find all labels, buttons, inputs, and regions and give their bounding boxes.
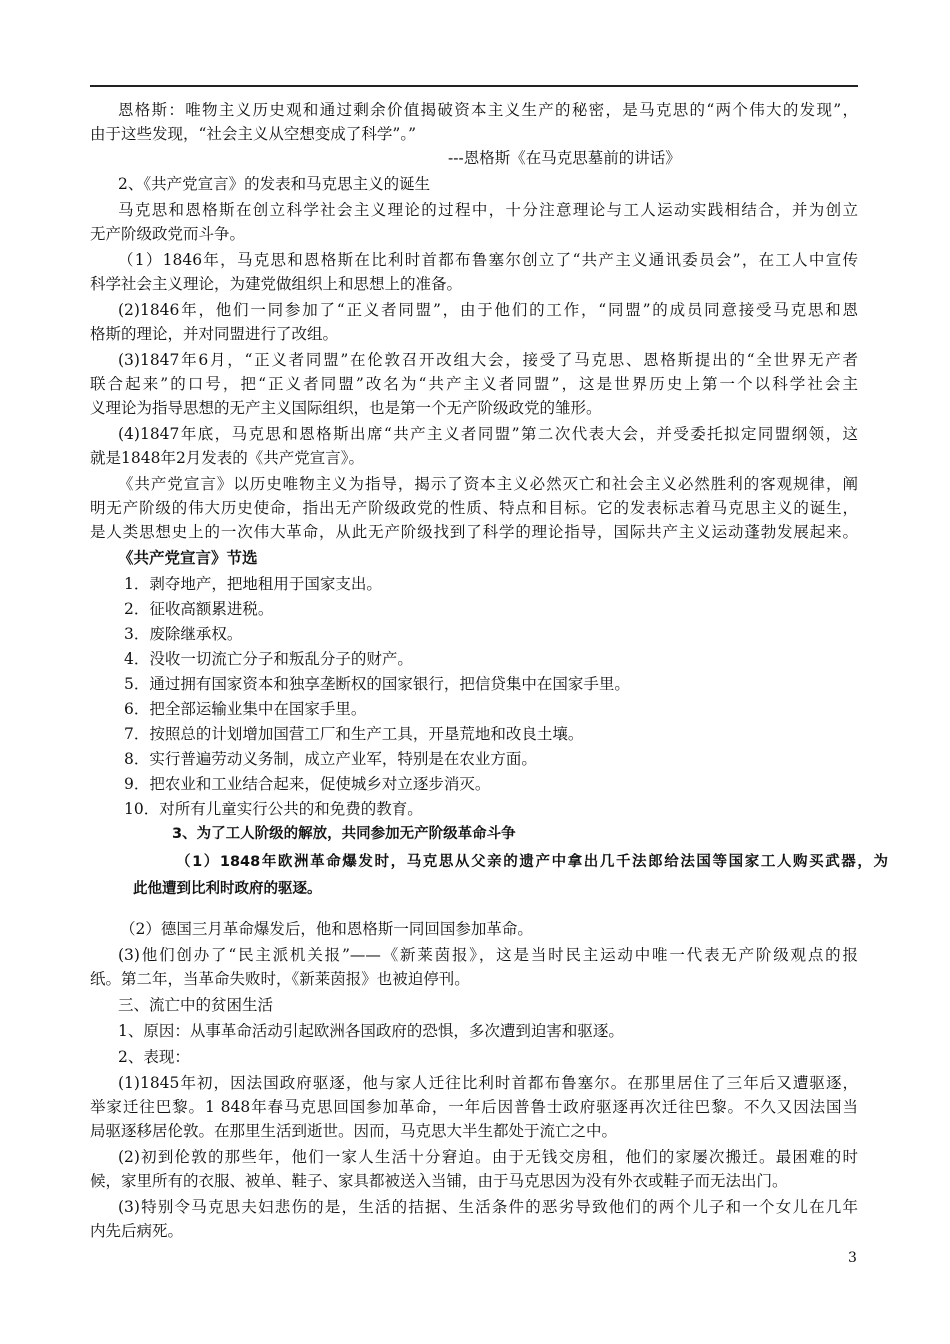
section-heading-2: 2、《共产党宣言》的发表和马克思主义的诞生 [118, 175, 431, 193]
paragraph-line: 格斯的理论，并对同盟进行了改组。 [90, 325, 339, 343]
paragraph-line: (3)他们创办了“民主派机关报”——《新莱茵报》，这是当时民主运动中唯一代表无产阶级观点的报 [118, 946, 858, 964]
paragraph-line: 纸。第二年，当革命失败时，《新莱茵报》也被迫停刊。 [90, 970, 470, 988]
paragraph-line: （2）德国三月革命爆发后，他和恩格斯一同回国参加革命。 [120, 920, 533, 938]
paragraph-line: 马克思和恩格斯在创立科学社会主义理论的过程中，十分注意理论与工人运动实践相结合，并为创立 [118, 201, 858, 219]
paragraph-line: 举家迁往巴黎。1 848年春马克思回国参加革命，一年后因普鲁士政府驱逐再次迁往巴黎。不久又因法国当 [90, 1098, 858, 1116]
paragraph-line: (3)特别令马克思夫妇悲伤的是，生活的拮据、生活条件的恶劣导致他们的两个儿子和一个女儿在几年 [118, 1198, 858, 1216]
manifesto-excerpt-heading: 《共产党宣言》节选 [118, 548, 258, 567]
list-item: 3．废除继承权。 [124, 625, 243, 643]
section-heading-three: 三、流亡中的贫困生活 [118, 996, 274, 1014]
paragraph-line: 无产阶级政党而斗争。 [90, 225, 246, 243]
list-item: 6．把全部运输业集中在国家手里。 [124, 700, 367, 718]
list-item: 7．按照总的计划增加国营工厂和生产工具，开垦荒地和改良土壤。 [124, 725, 584, 743]
page-number: 3 [848, 1250, 857, 1266]
list-item: 1．剥夺地产，把地租用于国家支出。 [124, 575, 382, 593]
paragraph-line: 内先后病死。 [90, 1222, 184, 1240]
paragraph-line: 2、表现： [118, 1048, 190, 1066]
list-item: 8．实行普遍劳动义务制，成立产业军，特别是在农业方面。 [124, 750, 537, 768]
quote-engels-line-2: 由于这些发现，“社会主义从空想变成了科学”。” [90, 125, 417, 143]
paragraph-line: (4)1847年底，马克思和恩格斯出席“共产主义者同盟”第二次代表大会，并受委托拟定同盟纲领，这 [118, 425, 858, 443]
paragraph-line: 科学社会主义理论，为建党做组织上和思想上的准备。 [90, 275, 463, 293]
section-heading-3: 3、为了工人阶级的解放，共同参加无产阶级革命斗争 [172, 826, 516, 842]
paragraph-line: (2)1846年，他们一同参加了“正义者同盟”，由于他们的工作，“同盟”的成员同意接受马克思和恩 [118, 301, 858, 319]
paragraph-line: （1）1848年欧洲革命爆发时，马克思从父亲的遗产中拿出几千法郎给法国等国家工人购买武器，为 [176, 854, 888, 870]
paragraph-line: 候，家里所有的衣服、被单、鞋子、家具都被送入当铺，由于马克思因为没有外衣或鞋子而无法出门。 [90, 1172, 788, 1190]
list-item: 2．征收高额累进税。 [124, 600, 274, 618]
paragraph-line: (1)1845年初，因法国政府驱逐，他与家人迁往比利时首都布鲁塞尔。在那里居住了三年后又遭驱逐， [118, 1074, 858, 1092]
paragraph-line: (2)初到伦敦的那些年，他们一家人生活十分窘迫。由于无钱交房租，他们的家屡次搬迁。最困难的时 [118, 1148, 858, 1166]
paragraph-line: 局驱逐移居伦敦。在那里生活到逝世。因而，马克思大半生都处于流亡之中。 [90, 1122, 618, 1140]
quote-engels-line-1: 恩格斯：唯物主义历史观和通过剩余价值揭破资本主义生产的秘密，是马克思的“两个伟大的发现”， [118, 101, 858, 119]
quote-source: ---恩格斯《在马克思墓前的讲话》 [448, 149, 681, 167]
paragraph-line: （1）1846年，马克思和恩格斯在比利时首都布鲁塞尔创立了“共产主义通讯委员会”，在工人中宣传 [118, 251, 858, 269]
paragraph-line: 此他遭到比利时政府的驱逐。 [133, 881, 322, 897]
paragraph-line: 联合起来”的口号，把“正义者同盟”改名为“共产主义者同盟”，这是世界历史上第一个以科学社会主 [90, 375, 858, 393]
paragraph-line: 1、原因：从事革命活动引起欧洲各国政府的恐惧，多次遭到迫害和驱逐。 [118, 1022, 624, 1040]
paragraph-line: 《共产党宣言》以历史唯物主义为指导，揭示了资本主义必然灭亡和社会主义必然胜利的客观规律，阐 [118, 475, 858, 493]
paragraph-line: 义理论为指导思想的无产主义国际组织，也是第一个无产阶级政党的雏形。 [90, 399, 602, 417]
list-item: 4．没收一切流亡分子和叛乱分子的财产。 [124, 650, 413, 668]
paragraph-line: 是人类思想史上的一次伟大革命，从此无产阶级找到了科学的理论指导，国际共产主义运动蓬勃发展起来。 [90, 523, 858, 541]
header-rule [90, 85, 858, 87]
list-item: 10．对所有儿童实行公共的和免费的教育。 [124, 800, 423, 818]
paragraph-line: 明无产阶级的伟大历史使命，指出无产阶级政党的性质、特点和目标。它的发表标志着马克思主义的诞生， [90, 499, 858, 517]
paragraph-line: 就是1848年2月发表的《共产党宣言》。 [90, 449, 365, 467]
paragraph-line: (3)1847年6月，“正义者同盟”在伦敦召开改组大会，接受了马克思、恩格斯提出的“全世界无产者 [118, 351, 858, 369]
list-item: 5．通过拥有国家资本和独享垄断权的国家银行，把信贷集中在国家手里。 [124, 675, 630, 693]
list-item: 9．把农业和工业结合起来，促使城乡对立逐步消灭。 [124, 775, 491, 793]
